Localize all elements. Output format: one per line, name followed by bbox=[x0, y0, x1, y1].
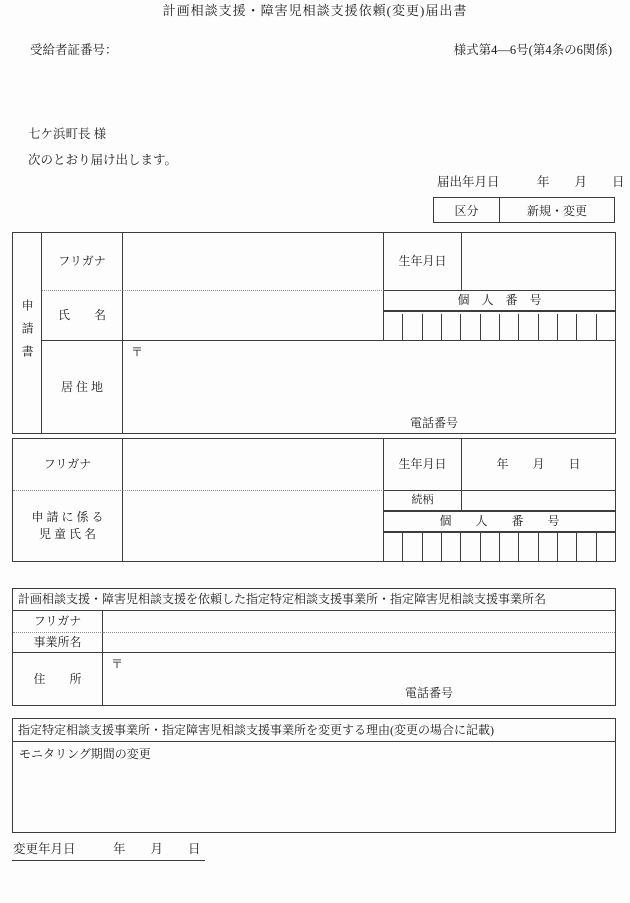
applicant-personal-number-header: 個 人 番 号 bbox=[384, 291, 615, 312]
digit-box bbox=[576, 533, 595, 561]
digit-box bbox=[576, 314, 595, 340]
category-label-cell: 区分 bbox=[434, 198, 500, 222]
office-phone-label: 電話番号 bbox=[405, 686, 454, 700]
addressee: 七ケ浜町長 様 bbox=[28, 127, 107, 141]
change-reason-header: 指定特定相談支援事業所・指定障害児相談支援事業所を変更する理由(変更の場合に記載) bbox=[13, 719, 615, 742]
office-address-field bbox=[103, 653, 615, 705]
digit-box bbox=[402, 314, 421, 340]
postal-mark: 〒 bbox=[111, 657, 124, 671]
change-reason-table bbox=[12, 718, 616, 833]
digit-box bbox=[518, 314, 537, 340]
applicant-birthdate-label: 生年月日 bbox=[384, 233, 462, 291]
child-birthdate-label: 生年月日 bbox=[384, 439, 462, 491]
intro-text: 次のとおり届け出します。 bbox=[28, 153, 178, 167]
digit-box bbox=[557, 314, 576, 340]
digit-box bbox=[460, 314, 479, 340]
change-reason-content: モニタリング期間の変更 bbox=[19, 747, 151, 761]
digit-box bbox=[480, 533, 499, 561]
submission-date-line: 届出年月日 年 月 日 bbox=[437, 175, 625, 189]
category-table bbox=[433, 197, 615, 223]
child-table bbox=[12, 438, 616, 562]
digit-box bbox=[499, 314, 518, 340]
digit-box bbox=[384, 533, 402, 561]
digit-box bbox=[557, 533, 576, 561]
digit-box bbox=[518, 533, 537, 561]
applicant-table bbox=[12, 232, 616, 434]
applicant-furigana-label: フリガナ bbox=[42, 233, 123, 291]
office-name-label: 事業所名 bbox=[13, 633, 103, 653]
child-relationship-label: 続柄 bbox=[384, 491, 462, 512]
digit-box bbox=[384, 314, 402, 340]
office-name-field bbox=[103, 633, 615, 653]
child-name-field bbox=[123, 491, 384, 561]
digit-box bbox=[441, 533, 460, 561]
applicant-residence-label: 居 住 地 bbox=[42, 341, 123, 433]
applicant-name-field bbox=[123, 291, 384, 341]
recipient-cert-label: 受給者証番号： bbox=[30, 43, 118, 57]
office-table bbox=[12, 588, 616, 706]
applicant-furigana-field bbox=[123, 233, 384, 291]
digit-box bbox=[422, 533, 441, 561]
child-personal-number-header: 個 人 番 号 bbox=[384, 512, 615, 533]
office-furigana-field bbox=[103, 611, 615, 633]
applicant-phone-label: 電話番号 bbox=[410, 416, 459, 430]
postal-mark: 〒 bbox=[131, 345, 144, 359]
office-furigana-label: フリガナ bbox=[13, 611, 103, 633]
digit-box bbox=[441, 314, 460, 340]
applicant-name-label: 氏 名 bbox=[42, 291, 123, 341]
child-name-label bbox=[13, 491, 123, 561]
applicant-residence-field bbox=[123, 341, 615, 433]
digit-box bbox=[460, 533, 479, 561]
child-furigana-label: フリガナ bbox=[13, 439, 123, 491]
digit-box bbox=[596, 533, 615, 561]
form-title: 計画相談支援・障害児相談支援依頼(変更)届出書 bbox=[162, 3, 468, 18]
child-furigana-field bbox=[123, 439, 384, 491]
child-relationship-field bbox=[462, 491, 615, 512]
change-date-line: 変更年月日 年 月 日 bbox=[12, 839, 205, 861]
digit-box bbox=[422, 314, 441, 340]
applicant-personal-number-boxes bbox=[384, 314, 615, 341]
digit-box bbox=[480, 314, 499, 340]
child-name-label-line2: 児 童 氏 名 bbox=[38, 527, 96, 541]
child-name-label-line1: 申 請 に 係 る bbox=[31, 510, 104, 524]
digit-box bbox=[538, 314, 557, 340]
form-code: 様式第4—6号(第4条の6関係) bbox=[453, 43, 612, 57]
child-personal-number-boxes bbox=[384, 533, 615, 561]
applicant-group-label: 申請書 bbox=[13, 233, 42, 433]
digit-box bbox=[402, 533, 421, 561]
child-birthdate-value: 年 月 日 bbox=[462, 439, 615, 491]
office-address-label: 住 所 bbox=[13, 653, 103, 705]
digit-box bbox=[499, 533, 518, 561]
digit-box bbox=[596, 314, 615, 340]
category-value-cell: 新規・変更 bbox=[526, 203, 587, 218]
office-table-header: 計画相談支援・障害児相談支援を依頼した指定特定相談支援事業所・指定障害児相談支援事業所名 bbox=[13, 589, 615, 611]
digit-box bbox=[538, 533, 557, 561]
applicant-birthdate-field bbox=[462, 233, 615, 291]
